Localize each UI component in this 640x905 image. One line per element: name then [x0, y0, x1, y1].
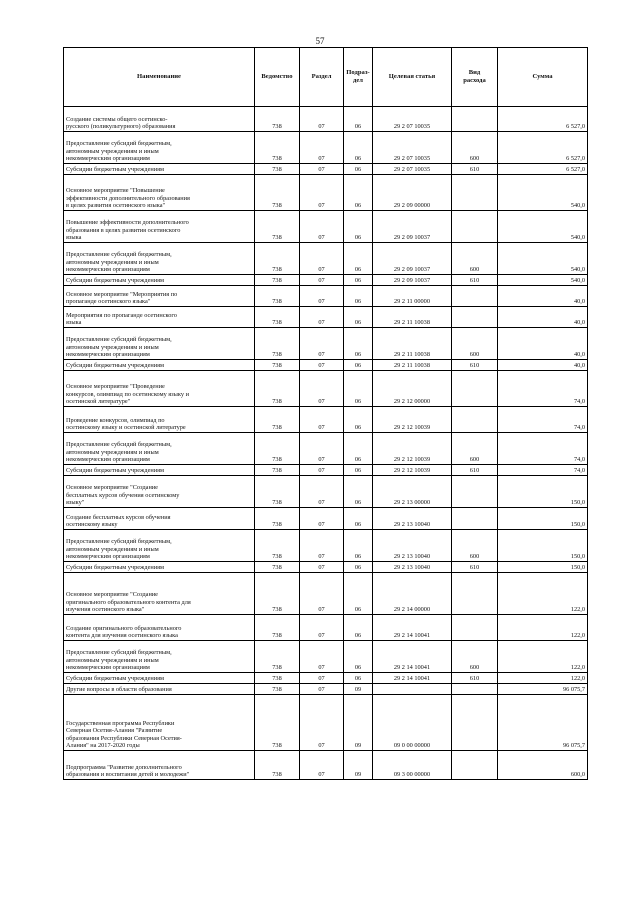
row-vedomstvo: 738 — [255, 307, 300, 328]
row-razdel: 07 — [300, 132, 344, 164]
row-celevaya-statya: 29 2 09 10037 — [373, 211, 452, 243]
table-row — [64, 615, 588, 641]
row-vedomstvo: 738 — [255, 641, 300, 673]
row-name: Субсидии бюджетным учреждениям — [64, 673, 255, 684]
row-podrazdel: 06 — [344, 508, 373, 530]
row-razdel: 07 — [300, 615, 344, 641]
row-celevaya-statya: 29 2 12 10039 — [373, 465, 452, 476]
row-name: Предоставление субсидий бюджетным, автономным учреждениям и иным некоммерческим организациям — [64, 530, 255, 562]
row-podrazdel: 06 — [344, 562, 373, 573]
table-row — [64, 243, 588, 275]
row-summa: 6 527,0 — [498, 132, 588, 164]
row-razdel: 07 — [300, 328, 344, 360]
table-row — [64, 641, 588, 673]
page-number: 57 — [315, 36, 325, 46]
row-celevaya-statya: 29 2 11 00000 — [373, 286, 452, 307]
col-header-name: Наименование — [64, 48, 255, 107]
col-header-razdel: Раздел — [300, 48, 344, 107]
row-razdel: 07 — [300, 433, 344, 465]
row-vid-rashoda: 610 — [452, 360, 498, 371]
row-vid-rashoda: 600 — [452, 328, 498, 360]
table-row — [64, 164, 588, 175]
row-razdel: 07 — [300, 751, 344, 780]
row-razdel: 07 — [300, 275, 344, 286]
row-vedomstvo: 738 — [255, 360, 300, 371]
row-vedomstvo: 738 — [255, 328, 300, 360]
row-podrazdel: 06 — [344, 360, 373, 371]
row-name: Предоставление субсидий бюджетным, автономным учреждениям и иным некоммерческим организациям — [64, 433, 255, 465]
row-vedomstvo: 738 — [255, 433, 300, 465]
row-name: Субсидии бюджетным учреждениям — [64, 562, 255, 573]
row-summa: 150,0 — [498, 476, 588, 508]
row-podrazdel: 06 — [344, 573, 373, 615]
row-vedomstvo: 738 — [255, 508, 300, 530]
row-celevaya-statya: 29 2 13 10040 — [373, 530, 452, 562]
row-podrazdel: 06 — [344, 371, 373, 407]
row-vid-rashoda: 610 — [452, 673, 498, 684]
row-summa: 40,0 — [498, 360, 588, 371]
row-razdel: 07 — [300, 673, 344, 684]
table-row — [64, 530, 588, 562]
table-row — [64, 407, 588, 433]
row-name: Предоставление субсидий бюджетным, автономным учреждениям и иным некоммерческим организациям — [64, 243, 255, 275]
table-row — [64, 695, 588, 751]
row-vid-rashoda: 610 — [452, 164, 498, 175]
row-celevaya-statya: 29 2 12 10039 — [373, 433, 452, 465]
row-name: Мероприятия по пропаганде осетинского языка — [64, 307, 255, 328]
row-podrazdel: 06 — [344, 530, 373, 562]
row-vedomstvo: 738 — [255, 275, 300, 286]
row-summa: 40,0 — [498, 286, 588, 307]
row-vedomstvo: 738 — [255, 673, 300, 684]
table-row — [64, 508, 588, 530]
row-summa: 540,0 — [498, 175, 588, 211]
row-vid-rashoda — [452, 175, 498, 211]
row-podrazdel: 06 — [344, 164, 373, 175]
row-razdel: 07 — [300, 407, 344, 433]
row-razdel: 07 — [300, 243, 344, 275]
row-celevaya-statya: 29 2 12 00000 — [373, 371, 452, 407]
row-vid-rashoda: 600 — [452, 530, 498, 562]
row-vedomstvo: 738 — [255, 132, 300, 164]
row-celevaya-statya: 29 2 14 10041 — [373, 673, 452, 684]
row-celevaya-statya: 29 2 12 10039 — [373, 407, 452, 433]
table-row — [64, 132, 588, 164]
row-podrazdel: 06 — [344, 286, 373, 307]
row-vedomstvo: 738 — [255, 243, 300, 275]
col-header-summa: Сумма — [498, 48, 588, 107]
row-summa: 40,0 — [498, 328, 588, 360]
table-row — [64, 175, 588, 211]
row-celevaya-statya: 29 2 09 10037 — [373, 243, 452, 275]
row-podrazdel: 06 — [344, 132, 373, 164]
row-razdel: 07 — [300, 164, 344, 175]
row-name: Создание бесплатных курсов обучения осетинскому языку — [64, 508, 255, 530]
row-vedomstvo: 738 — [255, 107, 300, 132]
row-name: Предоставление субсидий бюджетным, автономным учреждениям и иным некоммерческим организациям — [64, 328, 255, 360]
row-podrazdel: 06 — [344, 641, 373, 673]
col-header-vedomstvo: Ведомство — [255, 48, 300, 107]
row-vid-rashoda: 610 — [452, 275, 498, 286]
row-vid-rashoda: 610 — [452, 562, 498, 573]
row-razdel: 07 — [300, 684, 344, 695]
row-podrazdel: 06 — [344, 673, 373, 684]
row-celevaya-statya: 09 0 00 00000 — [373, 695, 452, 751]
row-celevaya-statya: 29 2 13 10040 — [373, 508, 452, 530]
row-vid-rashoda — [452, 684, 498, 695]
row-vedomstvo: 738 — [255, 530, 300, 562]
row-celevaya-statya: 29 2 09 00000 — [373, 175, 452, 211]
row-vid-rashoda: 600 — [452, 641, 498, 673]
row-name: Повышение эффективности дополнительного образования в целях развития осетинского языка — [64, 211, 255, 243]
row-vedomstvo: 738 — [255, 164, 300, 175]
row-razdel: 07 — [300, 641, 344, 673]
row-celevaya-statya: 29 2 14 10041 — [373, 615, 452, 641]
row-celevaya-statya: 09 3 00 00000 — [373, 751, 452, 780]
row-name: Основное мероприятие "Создание бесплатных курсов обучения осетинскому языку" — [64, 476, 255, 508]
row-celevaya-statya: 29 2 11 10038 — [373, 360, 452, 371]
row-vedomstvo: 738 — [255, 465, 300, 476]
row-podrazdel: 06 — [344, 476, 373, 508]
row-summa: 74,0 — [498, 371, 588, 407]
budget-table — [63, 47, 588, 780]
row-podrazdel: 06 — [344, 407, 373, 433]
row-razdel: 07 — [300, 175, 344, 211]
row-podrazdel: 06 — [344, 243, 373, 275]
table-row — [64, 328, 588, 360]
row-podrazdel: 06 — [344, 465, 373, 476]
col-header-celevaya-statya: Целевая статья — [373, 48, 452, 107]
row-podrazdel: 06 — [344, 328, 373, 360]
row-summa: 96 075,7 — [498, 684, 588, 695]
row-name: Субсидии бюджетным учреждениям — [64, 360, 255, 371]
table-row — [64, 286, 588, 307]
row-podrazdel: 06 — [344, 107, 373, 132]
table-row — [64, 307, 588, 328]
table-header-row — [64, 48, 588, 107]
row-razdel: 07 — [300, 307, 344, 328]
row-celevaya-statya: 29 2 07 10035 — [373, 107, 452, 132]
row-vid-rashoda — [452, 211, 498, 243]
row-summa: 122,0 — [498, 673, 588, 684]
table-row — [64, 751, 588, 780]
row-summa: 150,0 — [498, 562, 588, 573]
row-summa: 150,0 — [498, 508, 588, 530]
row-summa: 540,0 — [498, 243, 588, 275]
row-podrazdel: 09 — [344, 695, 373, 751]
table-row — [64, 684, 588, 695]
row-podrazdel: 09 — [344, 684, 373, 695]
row-name: Субсидии бюджетным учреждениям — [64, 275, 255, 286]
row-razdel: 07 — [300, 530, 344, 562]
row-vid-rashoda — [452, 508, 498, 530]
row-vid-rashoda — [452, 573, 498, 615]
row-razdel: 07 — [300, 573, 344, 615]
row-vid-rashoda: 600 — [452, 132, 498, 164]
row-vedomstvo: 738 — [255, 562, 300, 573]
row-vedomstvo: 738 — [255, 573, 300, 615]
row-vid-rashoda: 600 — [452, 243, 498, 275]
table-row — [64, 465, 588, 476]
row-razdel: 07 — [300, 360, 344, 371]
row-summa: 74,0 — [498, 465, 588, 476]
table-row — [64, 275, 588, 286]
row-summa: 122,0 — [498, 615, 588, 641]
row-vedomstvo: 738 — [255, 476, 300, 508]
row-name: Государственная программа Республики Северная Осетия-Алания "Развитие образования Республики Северная Осетия- Алания" на 2017-2020 годы — [64, 695, 255, 751]
row-summa: 600,0 — [498, 751, 588, 780]
row-vid-rashoda — [452, 107, 498, 132]
row-name: Основное мероприятие "Создание оригинального образовательного контента для изучения осетинского языка" — [64, 573, 255, 615]
row-celevaya-statya: 29 2 14 00000 — [373, 573, 452, 615]
row-name: Предоставление субсидий бюджетным, автономным учреждениям и иным некоммерческим организациям — [64, 641, 255, 673]
row-podrazdel: 06 — [344, 211, 373, 243]
row-vedomstvo: 738 — [255, 695, 300, 751]
row-celevaya-statya: 29 2 07 10035 — [373, 132, 452, 164]
row-name: Создание оригинального образовательного контента для изучения осетинского языка — [64, 615, 255, 641]
row-name: Основное мероприятие "Повышение эффективности дополнительного образования в целях развития осетинского языка" — [64, 175, 255, 211]
row-summa: 122,0 — [498, 573, 588, 615]
table-row — [64, 562, 588, 573]
table-row — [64, 360, 588, 371]
table-row — [64, 573, 588, 615]
row-celevaya-statya: 29 2 13 00000 — [373, 476, 452, 508]
table-row — [64, 673, 588, 684]
row-vid-rashoda — [452, 307, 498, 328]
row-vid-rashoda — [452, 695, 498, 751]
row-vedomstvo: 738 — [255, 371, 300, 407]
row-summa: 540,0 — [498, 211, 588, 243]
row-vedomstvo: 738 — [255, 615, 300, 641]
table-body — [64, 107, 588, 780]
table-row — [64, 476, 588, 508]
table-row — [64, 107, 588, 132]
row-name: Предоставление субсидий бюджетным, автономным учреждениям и иным некоммерческим организациям — [64, 132, 255, 164]
row-razdel: 07 — [300, 286, 344, 307]
row-celevaya-statya: 29 2 07 10035 — [373, 164, 452, 175]
row-podrazdel: 06 — [344, 433, 373, 465]
table-row — [64, 371, 588, 407]
row-celevaya-statya: 29 2 09 10037 — [373, 275, 452, 286]
row-vid-rashoda: 600 — [452, 433, 498, 465]
row-summa: 6 527,0 — [498, 164, 588, 175]
row-podrazdel: 06 — [344, 275, 373, 286]
row-vid-rashoda — [452, 407, 498, 433]
row-vedomstvo: 738 — [255, 211, 300, 243]
row-summa: 40,0 — [498, 307, 588, 328]
row-vedomstvo: 738 — [255, 407, 300, 433]
row-vid-rashoda: 610 — [452, 465, 498, 476]
row-name: Основное мероприятие "Проведение конкурсов, олимпиад по осетинскому языку и осетинской литературе" — [64, 371, 255, 407]
row-razdel: 07 — [300, 465, 344, 476]
row-podrazdel: 06 — [344, 307, 373, 328]
row-summa: 150,0 — [498, 530, 588, 562]
row-podrazdel: 06 — [344, 615, 373, 641]
row-name: Создание системы общего осетинско- русского (поликультурного) образования — [64, 107, 255, 132]
row-celevaya-statya: 29 2 11 10038 — [373, 307, 452, 328]
row-vid-rashoda — [452, 286, 498, 307]
col-header-vid-rashoda: Вид расхода — [452, 48, 498, 107]
row-name: Другие вопросы в области образования — [64, 684, 255, 695]
row-celevaya-statya — [373, 684, 452, 695]
row-summa: 122,0 — [498, 641, 588, 673]
row-celevaya-statya: 29 2 11 10038 — [373, 328, 452, 360]
row-name: Основное мероприятие "Мероприятия по пропаганде осетинского языка" — [64, 286, 255, 307]
row-celevaya-statya: 29 2 13 10040 — [373, 562, 452, 573]
table-row — [64, 211, 588, 243]
row-name: Субсидии бюджетным учреждениям — [64, 465, 255, 476]
row-razdel: 07 — [300, 508, 344, 530]
row-summa: 74,0 — [498, 433, 588, 465]
row-vid-rashoda — [452, 615, 498, 641]
row-vid-rashoda — [452, 751, 498, 780]
row-vedomstvo: 738 — [255, 286, 300, 307]
row-razdel: 07 — [300, 371, 344, 407]
row-name: Подпрограмма "Развитие дополнительного образования и воспитания детей и молодежи" — [64, 751, 255, 780]
row-name: Субсидии бюджетным учреждениям — [64, 164, 255, 175]
row-razdel: 07 — [300, 562, 344, 573]
row-vid-rashoda — [452, 371, 498, 407]
row-vid-rashoda — [452, 476, 498, 508]
table-row — [64, 433, 588, 465]
row-podrazdel: 06 — [344, 175, 373, 211]
row-summa: 6 527,0 — [498, 107, 588, 132]
row-podrazdel: 09 — [344, 751, 373, 780]
row-name: Проведение конкурсов, олимпиад по осетинскому языку и осетинской литературе — [64, 407, 255, 433]
row-razdel: 07 — [300, 211, 344, 243]
row-summa: 74,0 — [498, 407, 588, 433]
row-vedomstvo: 738 — [255, 684, 300, 695]
row-summa: 96 075,7 — [498, 695, 588, 751]
row-vedomstvo: 738 — [255, 751, 300, 780]
row-razdel: 07 — [300, 107, 344, 132]
row-celevaya-statya: 29 2 14 10041 — [373, 641, 452, 673]
row-summa: 540,0 — [498, 275, 588, 286]
row-razdel: 07 — [300, 476, 344, 508]
col-header-podrazdel: Подраз- дел — [344, 48, 373, 107]
row-vedomstvo: 738 — [255, 175, 300, 211]
row-razdel: 07 — [300, 695, 344, 751]
